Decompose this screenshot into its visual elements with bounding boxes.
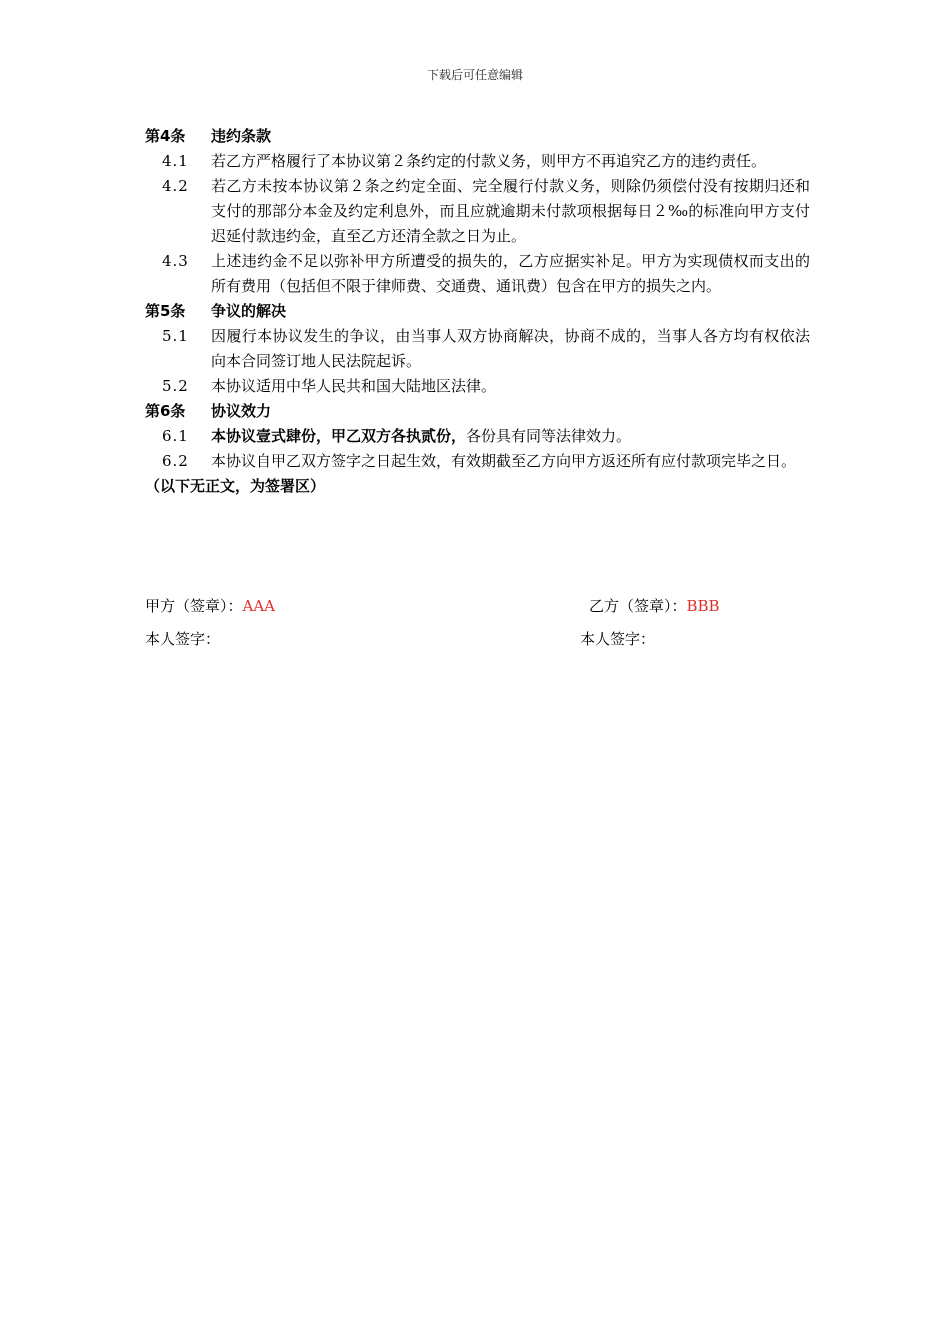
clause-number: 4.2	[162, 177, 189, 195]
party-b-seal-label: 乙方（签章）：	[589, 597, 687, 615]
article-number: 第5条	[145, 302, 186, 320]
clause-6-2	[145, 449, 810, 474]
clause-4-2	[145, 174, 810, 249]
clause-number: 4.1	[162, 152, 189, 170]
clause-text: 因履行本协议发生的争议，由当事人双方协商解决，协商不成的，当事人各方均有权依法向本合同签订地人民法院起诉。	[211, 327, 810, 370]
party-a-personal-signature: 本人签字：	[145, 630, 221, 648]
clause-plain-text: 各份具有同等法律效力。	[466, 427, 632, 445]
clause-number: 5.1	[162, 327, 189, 345]
clause-number: 6.1	[162, 427, 189, 445]
clause-4-1	[145, 149, 810, 174]
clause-text: 本协议自甲乙双方签字之日起生效，有效期截至乙方向甲方返还所有应付款项完毕之日。	[211, 452, 797, 470]
clause-bold-text: 本协议壹式肆份，甲乙双方各执贰份，	[211, 427, 467, 445]
party-b-name: BBB	[686, 597, 720, 615]
clause-4-3	[145, 249, 810, 299]
clause-number: 4.3	[162, 252, 189, 270]
clause-5-2	[145, 374, 810, 399]
clause-text: 若乙方严格履行了本协议第２条约定的付款义务，则甲方不再追究乙方的违约责任。	[211, 152, 767, 170]
party-a-seal-line	[145, 595, 275, 617]
article-title: 协议效力	[211, 402, 272, 420]
article-6-heading	[145, 399, 810, 424]
clause-text: 本协议适用中华人民共和国大陆地区法律。	[211, 377, 497, 395]
clause-number: 5.2	[162, 377, 189, 395]
clause-text: 上述违约金不足以弥补甲方所遭受的损失的，乙方应据实补足。甲方为实现债权而支出的所有费用（包括但不限于律师费、交通费、通讯费）包含在甲方的损失之内。	[211, 252, 810, 295]
agreement-body	[145, 124, 810, 499]
party-a-name: AAA	[242, 597, 276, 615]
party-a-seal-label: 甲方（签章）：	[145, 597, 243, 615]
article-4-heading	[145, 124, 810, 149]
clause-text	[211, 424, 810, 449]
article-number: 第6条	[145, 402, 186, 420]
article-5-heading	[145, 299, 810, 324]
clause-6-1	[145, 424, 810, 449]
article-number: 第4条	[145, 127, 186, 145]
header-note: 下载后可任意编辑	[426, 68, 523, 82]
clause-5-1	[145, 324, 810, 374]
party-b-seal-line	[589, 595, 720, 617]
article-title: 违约条款	[211, 127, 272, 145]
article-title: 争议的解决	[211, 302, 287, 320]
party-b-personal-signature: 本人签字：	[580, 630, 656, 648]
closing-note: （以下无正文，为签署区）	[145, 477, 326, 495]
clause-number: 6.2	[162, 452, 189, 470]
clause-text: 若乙方未按本协议第２条之约定全面、完全履行付款义务，则除仍须偿付没有按期归还和支付的那部分本金及约定利息外，而且应就逾期未付款项根据每日２‰的标准向甲方支付迟延付款违约金，直至乙方还清全款之日为止。	[211, 177, 810, 245]
